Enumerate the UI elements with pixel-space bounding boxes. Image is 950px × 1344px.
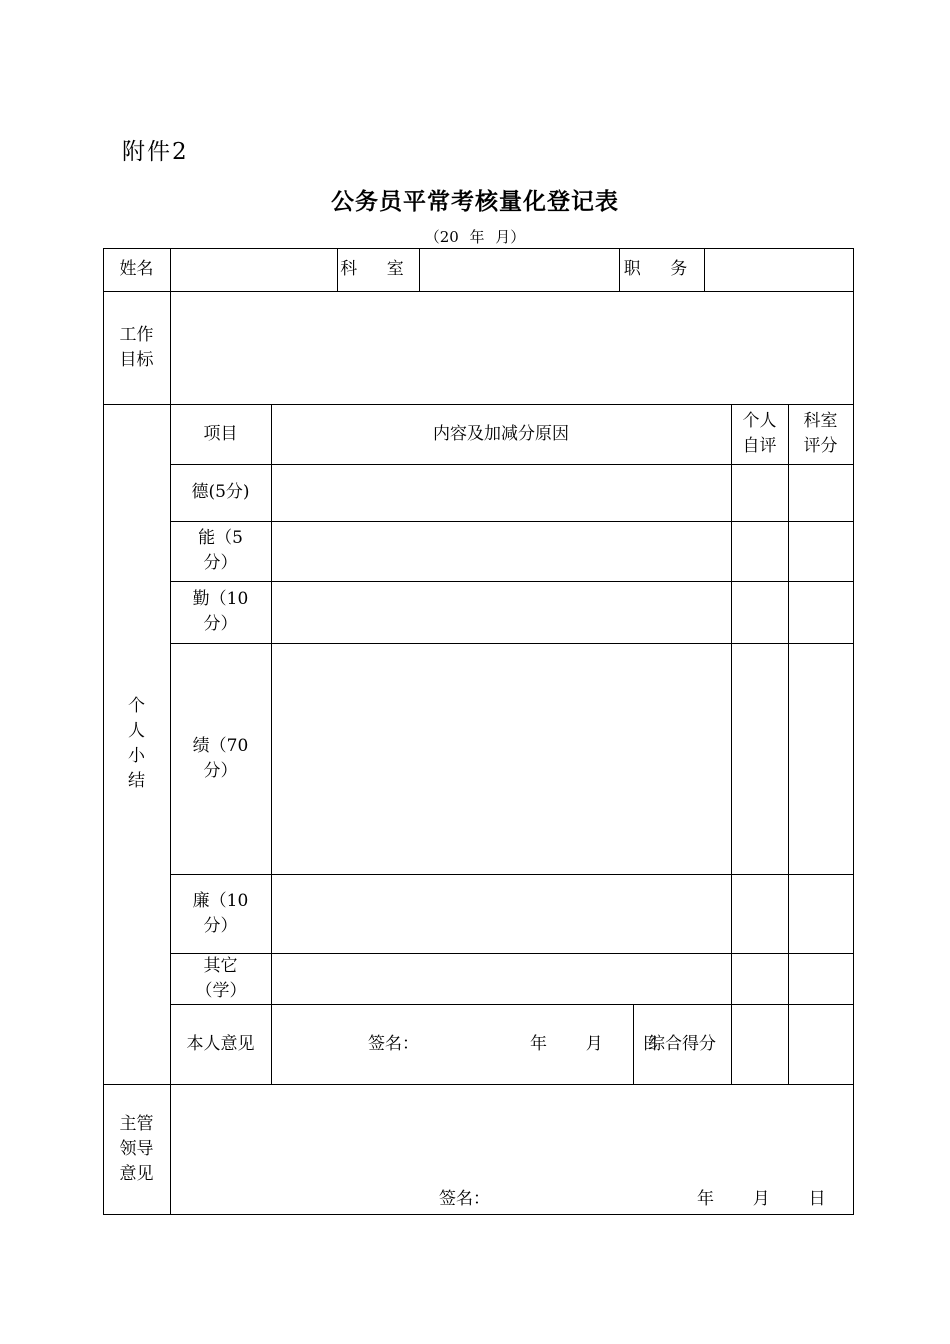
- row-dept-score-field[interactable]: [789, 875, 853, 953]
- dept-label: 科 室: [340, 259, 416, 279]
- row-item-cell: [170, 581, 271, 643]
- summary-section-cell: [103, 404, 170, 1084]
- opinion-date: 年 月 日: [530, 1034, 659, 1054]
- total-dept-score-field[interactable]: [789, 1005, 853, 1084]
- row-item-cell: [170, 953, 271, 1004]
- opinion-label: 本人意见: [186, 1033, 255, 1054]
- row-item-label: 能（5分）: [198, 528, 243, 573]
- total-self-score-field[interactable]: [732, 1005, 788, 1084]
- row-self-score-field[interactable]: [732, 875, 788, 953]
- row-content-field[interactable]: [272, 644, 731, 874]
- row-content-field[interactable]: [272, 582, 731, 643]
- col-self-header-cell: [731, 404, 788, 464]
- row-dept-score-field[interactable]: [789, 954, 853, 1004]
- row-dept-score-field[interactable]: [789, 522, 853, 581]
- table-line: [103, 1214, 854, 1215]
- col-content-header: 内容及加减分原因: [433, 423, 569, 444]
- name-field[interactable]: [171, 249, 337, 291]
- row-dept-score-field[interactable]: [789, 465, 853, 521]
- row-self-score-field[interactable]: [732, 954, 788, 1004]
- attachment-label: 附件2: [122, 139, 189, 165]
- row-item-label: 德(5分): [191, 482, 250, 502]
- col-dept-header-cell: [788, 404, 853, 464]
- row-item-label: 勤（10分）: [192, 589, 249, 634]
- position-field[interactable]: [705, 249, 853, 291]
- row-item-cell: [170, 643, 271, 874]
- row-content-field[interactable]: [272, 954, 731, 1004]
- row-item-label: 绩（70分）: [192, 735, 249, 781]
- row-self-score-field[interactable]: [732, 522, 788, 581]
- form-title: 公务员平常考核量化登记表: [331, 189, 619, 215]
- work-goal-cell: [103, 291, 170, 404]
- position-label: 职 务: [623, 259, 700, 279]
- total-score-label: 综合得分: [648, 1033, 716, 1054]
- summary-section-label: 个人小结: [128, 696, 145, 791]
- work-goal-field[interactable]: [171, 292, 853, 404]
- row-self-score-field[interactable]: [732, 644, 788, 874]
- supervisor-label: 主管领导意见: [119, 1113, 154, 1184]
- row-item-cell: [170, 874, 271, 953]
- row-dept-score-field[interactable]: [789, 582, 853, 643]
- opinion-sign-field[interactable]: [272, 1005, 659, 1084]
- supervisor-date: 年 月 日: [697, 1189, 826, 1209]
- opinion-sign-label: 签名：: [368, 1034, 419, 1054]
- dept-field[interactable]: [420, 249, 619, 291]
- row-dept-score-field[interactable]: [789, 644, 853, 874]
- form-period: （20 年 月）: [424, 228, 526, 246]
- work-goal-label: 工作目标: [119, 324, 154, 370]
- row-self-score-field[interactable]: [732, 465, 788, 521]
- row-self-score-field[interactable]: [732, 582, 788, 643]
- row-item-label: 廉（10分）: [192, 890, 249, 936]
- name-label: 姓名: [119, 259, 154, 279]
- row-content-field[interactable]: [272, 875, 731, 953]
- row-item-label: 其它（学）: [195, 955, 247, 1001]
- row-content-field[interactable]: [272, 522, 731, 581]
- supervisor-opinion-field[interactable]: [171, 1085, 853, 1214]
- col-item-header: 项目: [203, 423, 238, 444]
- table-line: [853, 248, 854, 1215]
- col-self-header: 个人自评: [742, 411, 777, 456]
- row-content-field[interactable]: [272, 465, 731, 521]
- supervisor-label-cell: [103, 1084, 170, 1214]
- row-item-cell: [170, 521, 271, 581]
- supervisor-sign-label: 签名：: [439, 1189, 490, 1209]
- col-dept-header: 科室评分: [803, 411, 838, 456]
